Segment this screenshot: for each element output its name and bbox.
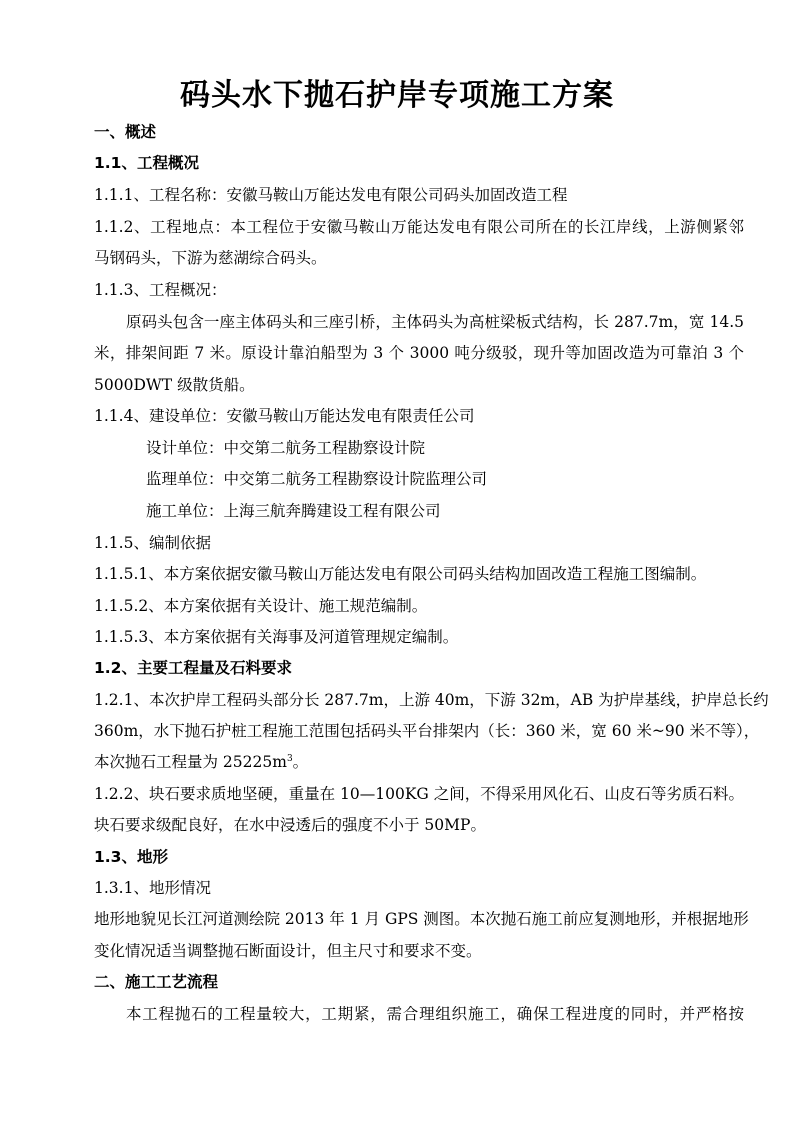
paragraph-project-name: 1.1.1、工程名称：安徽马鞍山万能达发电有限公司码头加固改造工程 xyxy=(94,186,568,204)
paragraph-project-summary-line1: 原码头包含一座主体码头和三座引桥，主体码头为高桩梁板式结构，长 287.7m，宽 14.5 xyxy=(126,313,744,331)
section-heading-project-overview: 1.1、工程概况 xyxy=(94,154,199,172)
quantity-text-end: 。 xyxy=(292,753,309,771)
paragraph-quantities-line3 xyxy=(94,750,744,774)
section-heading-terrain: 1.3、地形 xyxy=(94,848,168,866)
paragraph-basis-1: 1.1.5.1、本方案依据安徽马鞍山万能达发电有限公司码头结构加固改造工程施工图编制。 xyxy=(94,565,707,583)
quantity-text: 本次抛石工程量为 25225m xyxy=(94,753,287,771)
section-heading-process-flow: 二、施工工艺流程 xyxy=(94,973,219,991)
paragraph-basis-heading: 1.1.5、编制依据 xyxy=(94,534,211,552)
paragraph-basis-2: 1.1.5.2、本方案依据有关设计、施工规范编制。 xyxy=(94,597,428,615)
quantity-unit-superscript: 3 xyxy=(286,753,293,764)
paragraph-construction-unit: 施工单位：上海三航奔腾建设工程有限公司 xyxy=(146,502,441,520)
paragraph-stone-requirements-line1: 1.2.2、块石要求质地坚硬，重量在 10—100KG 之间，不得采用风化石、山皮石等劣质石料。 xyxy=(94,785,744,803)
paragraph-project-summary-line3: 5000DWT 级散货船。 xyxy=(94,376,255,394)
paragraph-project-summary-line2: 米，排架间距 7 米。原设计靠泊船型为 3 个 3000 吨分级驳，现升等加固改造为可靠泊 3 个 xyxy=(94,344,744,362)
paragraph-basis-3: 1.1.5.3、本方案依据有关海事及河道管理规定编制。 xyxy=(94,628,459,646)
paragraph-terrain-heading: 1.3.1、地形情况 xyxy=(94,879,211,897)
paragraph-project-summary-heading: 1.1.3、工程概况： xyxy=(94,281,227,299)
paragraph-stone-requirements-line2: 块石要求级配良好，在水中浸透后的强度不小于 50MP。 xyxy=(94,816,486,834)
paragraph-terrain-line1: 地形地貌见长江河道测绘院 2013 年 1 月 GPS 测图。本次抛石施工前应复测地形，并根据地形 xyxy=(94,910,749,928)
paragraph-owner-unit: 1.1.4、建设单位：安徽马鞍山万能达发电有限责任公司 xyxy=(94,407,475,425)
paragraph-quantities-line1: 1.2.1、本次护岸工程码头部分长 287.7m，上游 40m，下游 32m，AB 为护岸基线，护岸总长约 xyxy=(94,691,769,709)
paragraph-project-location-line1: 1.1.2、工程地点：本工程位于安徽马鞍山万能达发电有限公司所在的长江岸线，上游侧紧邻 xyxy=(94,218,744,236)
paragraph-terrain-line2: 变化情况适当调整抛石断面设计，但主尺寸和要求不变。 xyxy=(94,942,482,960)
paragraph-design-unit: 设计单位：中交第二航务工程勘察设计院 xyxy=(146,439,426,457)
section-heading-overview: 一、概述 xyxy=(94,123,157,141)
paragraph-quantities-line2: 360m，水下抛石护桩工程施工范围包括码头平台排架内（长：360 米，宽 60 米~90 米不等）， xyxy=(94,722,760,740)
section-heading-quantities: 1.2、主要工程量及石料要求 xyxy=(94,659,292,677)
paragraph-process-flow-line1: 本工程抛石的工程量较大，工期紧，需合理组织施工，确保工程进度的同时，并严格按 xyxy=(126,1005,744,1023)
document-title: 码头水下抛石护岸专项施工方案 xyxy=(180,78,614,113)
paragraph-supervision-unit: 监理单位：中交第二航务工程勘察设计院监理公司 xyxy=(146,470,488,488)
paragraph-project-location-line2: 马钢码头，下游为慈湖综合码头。 xyxy=(94,249,327,267)
